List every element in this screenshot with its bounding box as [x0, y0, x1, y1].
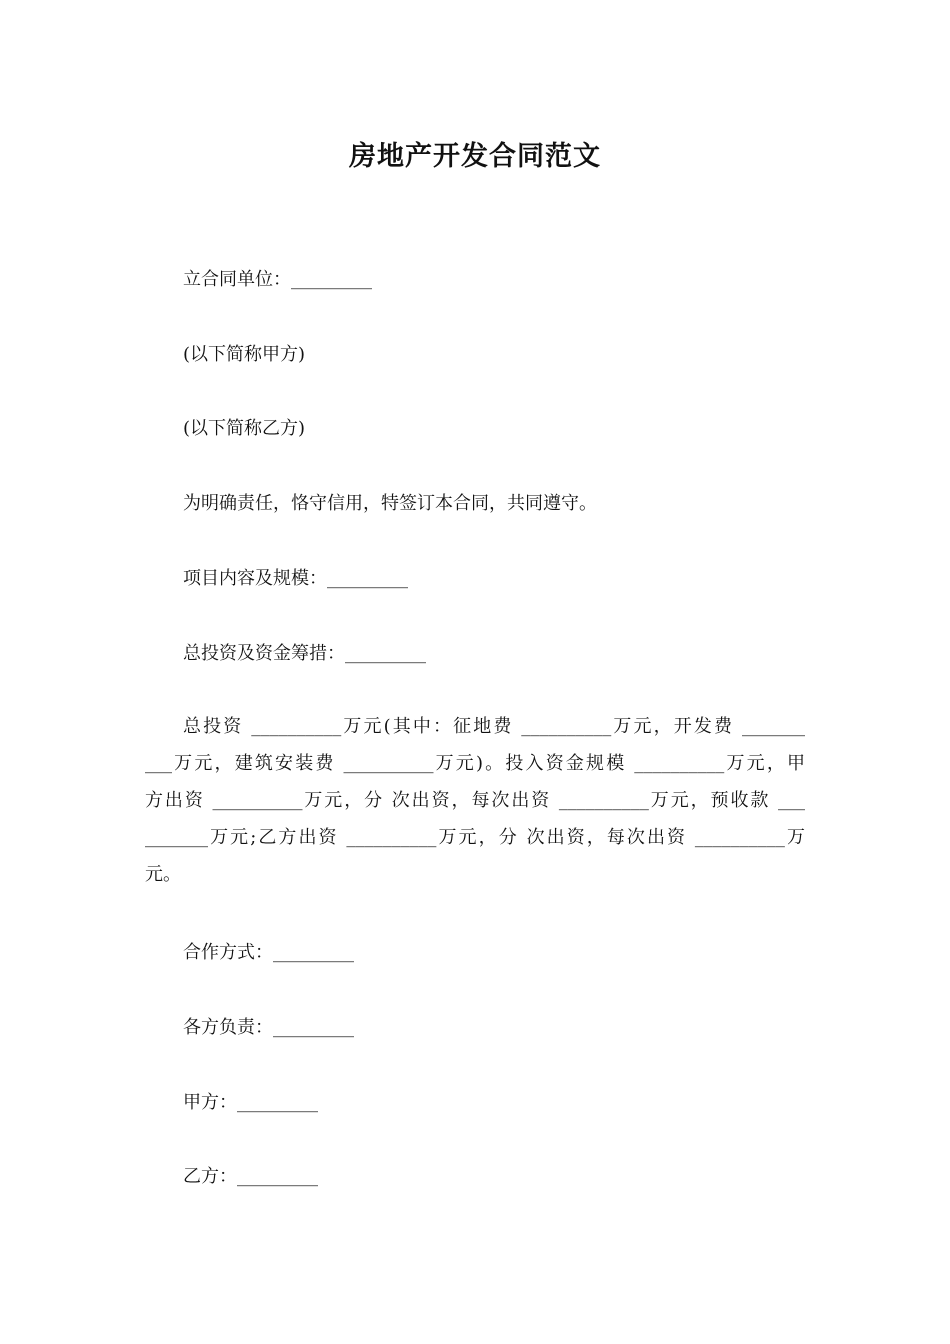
project-content-line: 项目内容及规模：_________	[183, 568, 408, 589]
contract-unit-line: 立合同单位：_________	[183, 269, 372, 290]
responsibilities-line: 各方负责：_________	[183, 1017, 354, 1038]
party-a-note: (以下简称甲方)	[183, 344, 306, 365]
investment-line: 方出资 __________万元，分 次出资，每次出资 __________万元，预收款 ___	[145, 790, 805, 811]
preamble-text: 为明确责任，恪守信用，特签订本合同，共同遵守。	[183, 493, 597, 514]
investment-paragraph	[145, 708, 805, 893]
party-a-signature-line: 甲方：_________	[183, 1092, 318, 1113]
document-title: 房地产开发合同范文	[349, 141, 601, 172]
investment-financing-line: 总投资及资金筹措：_________	[183, 643, 426, 664]
cooperation-method-line: 合作方式：_________	[183, 942, 354, 963]
investment-line: 总投资 __________万元(其中：征地费 __________万元，开发费 _______	[183, 716, 805, 737]
investment-line: ___万元，建筑安装费 __________万元)。投入资金规模 __________万元，甲	[145, 753, 805, 774]
party-b-note: (以下简称乙方)	[183, 418, 306, 439]
investment-line: 元。	[145, 864, 181, 885]
party-b-signature-line: 乙方：_________	[183, 1166, 318, 1187]
investment-line: _______万元;乙方出资 __________万元，分 次出资，每次出资 __________万	[145, 827, 805, 848]
